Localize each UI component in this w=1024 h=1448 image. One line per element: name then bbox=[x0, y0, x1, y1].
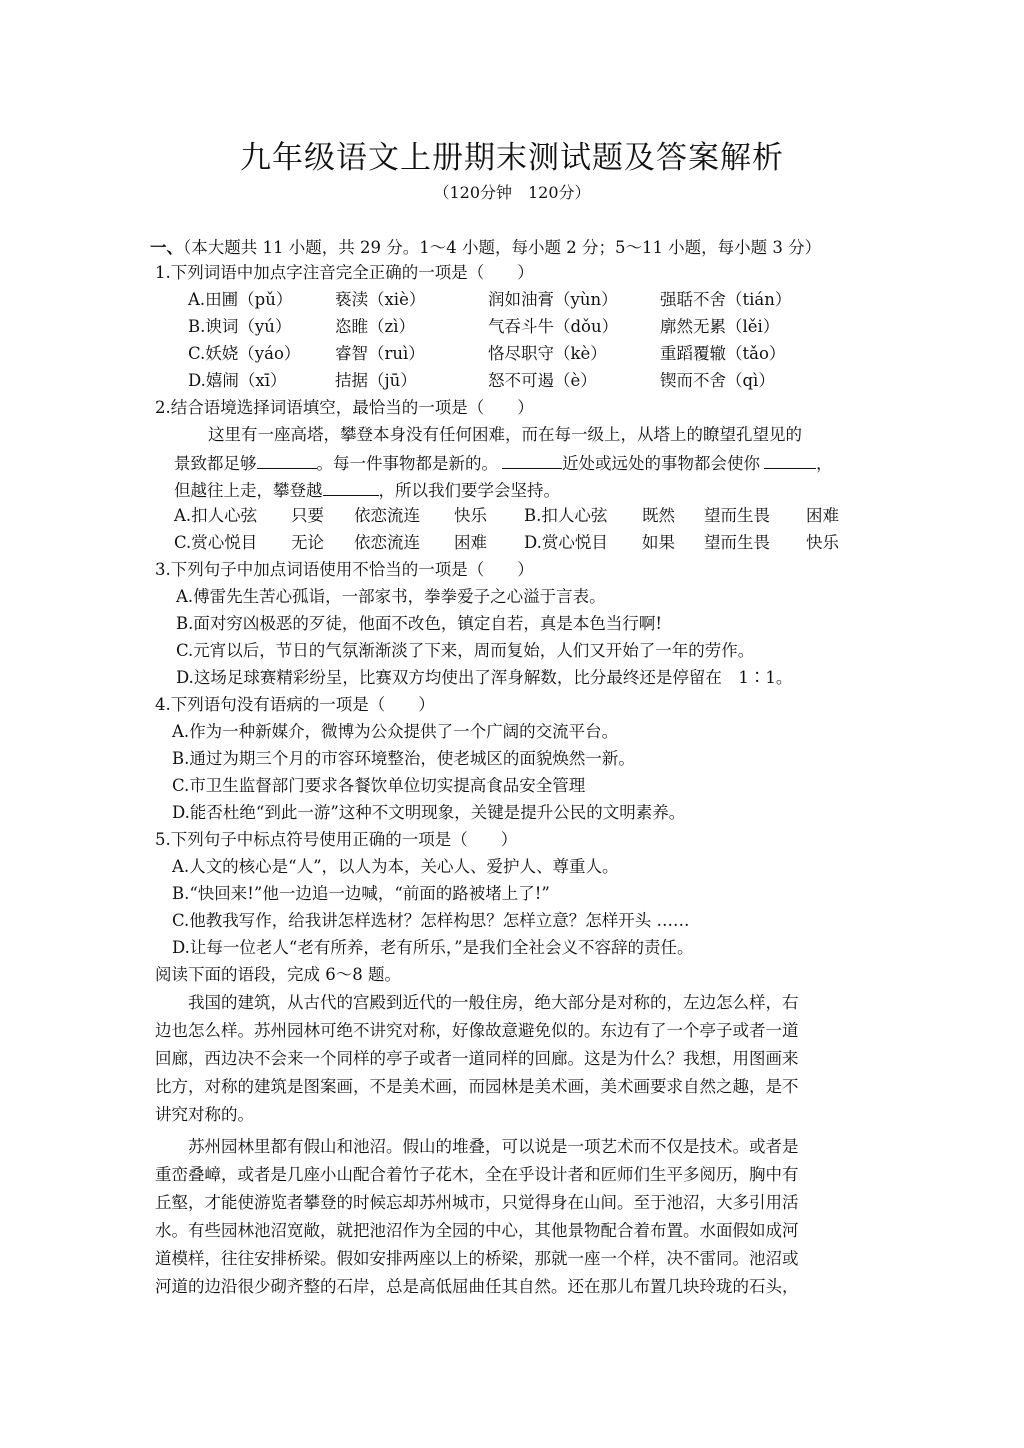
q2-option: A.扣人心弦 bbox=[174, 506, 258, 525]
q3-option: B.面对穷凶极恶的歹徒，他面不改色，镇定自若，真是本色当行啊! bbox=[176, 614, 663, 633]
q1-option: 怒不可遏（è） bbox=[488, 371, 597, 390]
q5-option: D.让每一位老人“老有所养，老有所乐，”是我们全社会义不容辞的责任。 bbox=[172, 938, 694, 957]
q3-option: D.这场足球赛精彩纷呈，比赛双方均使出了浑身解数，比分最终还是停留在 1∶1。 bbox=[176, 668, 793, 687]
q2-option: 困难 bbox=[806, 506, 839, 525]
q1-option: 廓然无累（lěi） bbox=[660, 317, 780, 336]
q4-option: C.市卫生监督部门要求各餐饮单位切实提高食品安全管理 bbox=[172, 776, 586, 795]
page-subtitle: （120分钟 120分） bbox=[433, 183, 591, 202]
reading-paragraph-line: 苏州园林里都有假山和池沼。假山的堆叠，可以说是一项艺术而不仅是技术。或者是 bbox=[188, 1137, 799, 1156]
q1-option: 睿智（ruì） bbox=[335, 344, 425, 363]
q2-option: 快乐 bbox=[454, 506, 487, 525]
fill-blank[interactable] bbox=[502, 452, 562, 469]
q3-option: C.元宵以后，节日的气氛渐渐淡了下来，周而复始，人们又开始了一年的劳作。 bbox=[176, 641, 755, 660]
q2-option: 望而生畏 bbox=[704, 506, 770, 525]
fill-blank[interactable] bbox=[257, 452, 317, 469]
q2-passage-line: 景致都足够 。每一件事物都是新的。 近处或远处的事物都会使你 ， bbox=[174, 454, 833, 473]
section-header bbox=[150, 238, 821, 258]
q3-stem: 3.下列句子中加点词语使用不恰当的一项是（ ） bbox=[155, 560, 534, 579]
page-title: 九年级语文上册期末测试题及答案解析 bbox=[240, 140, 784, 176]
q5-stem: 5.下列句子中标点符号使用正确的一项是（ ） bbox=[155, 830, 518, 849]
reading-intro: 阅读下面的语段，完成 6～8 题。 bbox=[155, 965, 401, 984]
q2-option: 依恋流连 bbox=[354, 533, 420, 552]
reading-paragraph-line: 河道的边沿很少砌齐整的石岸，总是高低屈曲任其自然。还在那儿布置几块玲珑的石头， bbox=[155, 1277, 799, 1296]
reading-paragraph-line: 道模样，往往安排桥梁。假如安排两座以上的桥梁，那就一座一个样，决不雷同。池沼或 bbox=[155, 1249, 799, 1268]
q2-option: 快乐 bbox=[806, 533, 839, 552]
q1-option: 亵渎（xiè） bbox=[335, 290, 426, 309]
q2-stem: 2.结合语境选择词语填空，最恰当的一项是（ ） bbox=[155, 398, 534, 417]
reading-paragraph-line: 丘壑，才能使游览者攀登的时候忘却苏州城市，只觉得身在山间。至于池沼，大多引用活 bbox=[155, 1193, 799, 1212]
q2-option: 既然 bbox=[642, 506, 675, 525]
q2-option: C.赏心悦目 bbox=[174, 533, 258, 552]
q1-option: 强聒不舍（tián） bbox=[660, 290, 792, 309]
q1-option: 锲而不舍（qì） bbox=[660, 371, 775, 390]
reading-paragraph-line: 回廊，西边决不会来一个同样的亭子或者一道同样的回廊。这是为什么？我想，用图画来 bbox=[155, 1049, 799, 1068]
reading-paragraph-line: 边也怎么样。苏州园林可绝不讲究对称，好像故意避免似的。东边有了一个亭子或者一道 bbox=[155, 1021, 799, 1040]
reading-paragraph-line: 我国的建筑，从古代的宫殿到近代的一般住房，绝大部分是对称的，左边怎么样，右 bbox=[188, 993, 799, 1012]
q1-option: 气吞斗牛（dǒu） bbox=[488, 317, 619, 336]
q4-option: B.通过为期三个月的市容环境整治，使老城区的面貌焕然一新。 bbox=[172, 749, 635, 768]
q1-option: 拮据（jū） bbox=[335, 371, 417, 390]
q2-option: B.扣人心弦 bbox=[524, 506, 608, 525]
q2-option: 困难 bbox=[454, 533, 487, 552]
q1-stem: 1.下列词语中加点字注音完全正确的一项是（ ） bbox=[155, 263, 534, 282]
q2-option: 只要 bbox=[291, 506, 324, 525]
q2-option: 依恋流连 bbox=[354, 506, 420, 525]
q2-option: D.赏心悦目 bbox=[524, 533, 608, 552]
section-desc: （本大题共 11 小题，共 29 分。1～4 小题，每小题 2 分；5～11 小题，每小题 3 分） bbox=[183, 238, 822, 257]
q1-option: B.谀词（yú） bbox=[188, 317, 292, 336]
q1-option: D.嬉闹（xī） bbox=[188, 371, 287, 390]
q2-option: 望而生畏 bbox=[704, 533, 770, 552]
q5-option: C.他教我写作，给我讲怎样选材？怎样构思？怎样立意？怎样开头 …… bbox=[172, 911, 690, 930]
reading-paragraph-line: 比方，对称的建筑是图案画，不是美术画，而园林是美术画，美术画要求自然之趣，是不 bbox=[155, 1077, 799, 1096]
q4-option: A.作为一种新媒介，微博为公众提供了一个广阔的交流平台。 bbox=[172, 722, 619, 741]
q5-option: B.“快回来!”他一边追一边喊，“前面的路被堵上了!” bbox=[172, 884, 550, 903]
q1-option: 恣睢（zì） bbox=[335, 317, 415, 336]
q2-passage-line: 这里有一座高塔，攀登本身没有任何困难，而在每一级上，从塔上的瞭望孔望见的 bbox=[208, 425, 802, 444]
reading-paragraph-line: 重峦叠嶂，或者是几座小山配合着竹子花木，全在乎设计者和匠师们生平多阅历，胸中有 bbox=[155, 1165, 799, 1184]
reading-paragraph-line: 水。有些园林池沼宽敞，就把池沼作为全园的中心，其他景物配合着布置。水面假如成河 bbox=[155, 1221, 799, 1240]
q1-option: C.妖娆（yáo） bbox=[188, 344, 301, 363]
fill-blank[interactable] bbox=[764, 452, 816, 469]
q3-option: A.傅雷先生苦心孤诣，一部家书，拳拳爱子之心溢于言表。 bbox=[176, 587, 606, 606]
reading-paragraph-line: 讲究对称的。 bbox=[155, 1105, 254, 1124]
q2-option: 无论 bbox=[291, 533, 324, 552]
q2-option: 如果 bbox=[642, 533, 675, 552]
q1-option: 重蹈覆辙（tǎo） bbox=[660, 344, 786, 363]
q1-option: 润如油膏（yùn） bbox=[488, 290, 618, 309]
q1-option: 恪尽职守（kè） bbox=[488, 344, 607, 363]
fill-blank[interactable] bbox=[323, 479, 379, 496]
q1-option: A.田圃（pǔ） bbox=[188, 290, 293, 309]
q4-stem: 4.下列语句没有语病的一项是（ ） bbox=[155, 695, 435, 714]
q5-option: A.人文的核心是“人”，以人为本，关心人、爱护人、尊重人。 bbox=[172, 857, 619, 876]
q4-option: D.能否杜绝“到此一游”这种不文明现象，关键是提升公民的文明素养。 bbox=[172, 803, 686, 822]
q2-passage-line: 但越往上走，攀登越 ，所以我们要学会坚持。 bbox=[174, 481, 560, 500]
section-label: 一、 bbox=[150, 238, 183, 257]
